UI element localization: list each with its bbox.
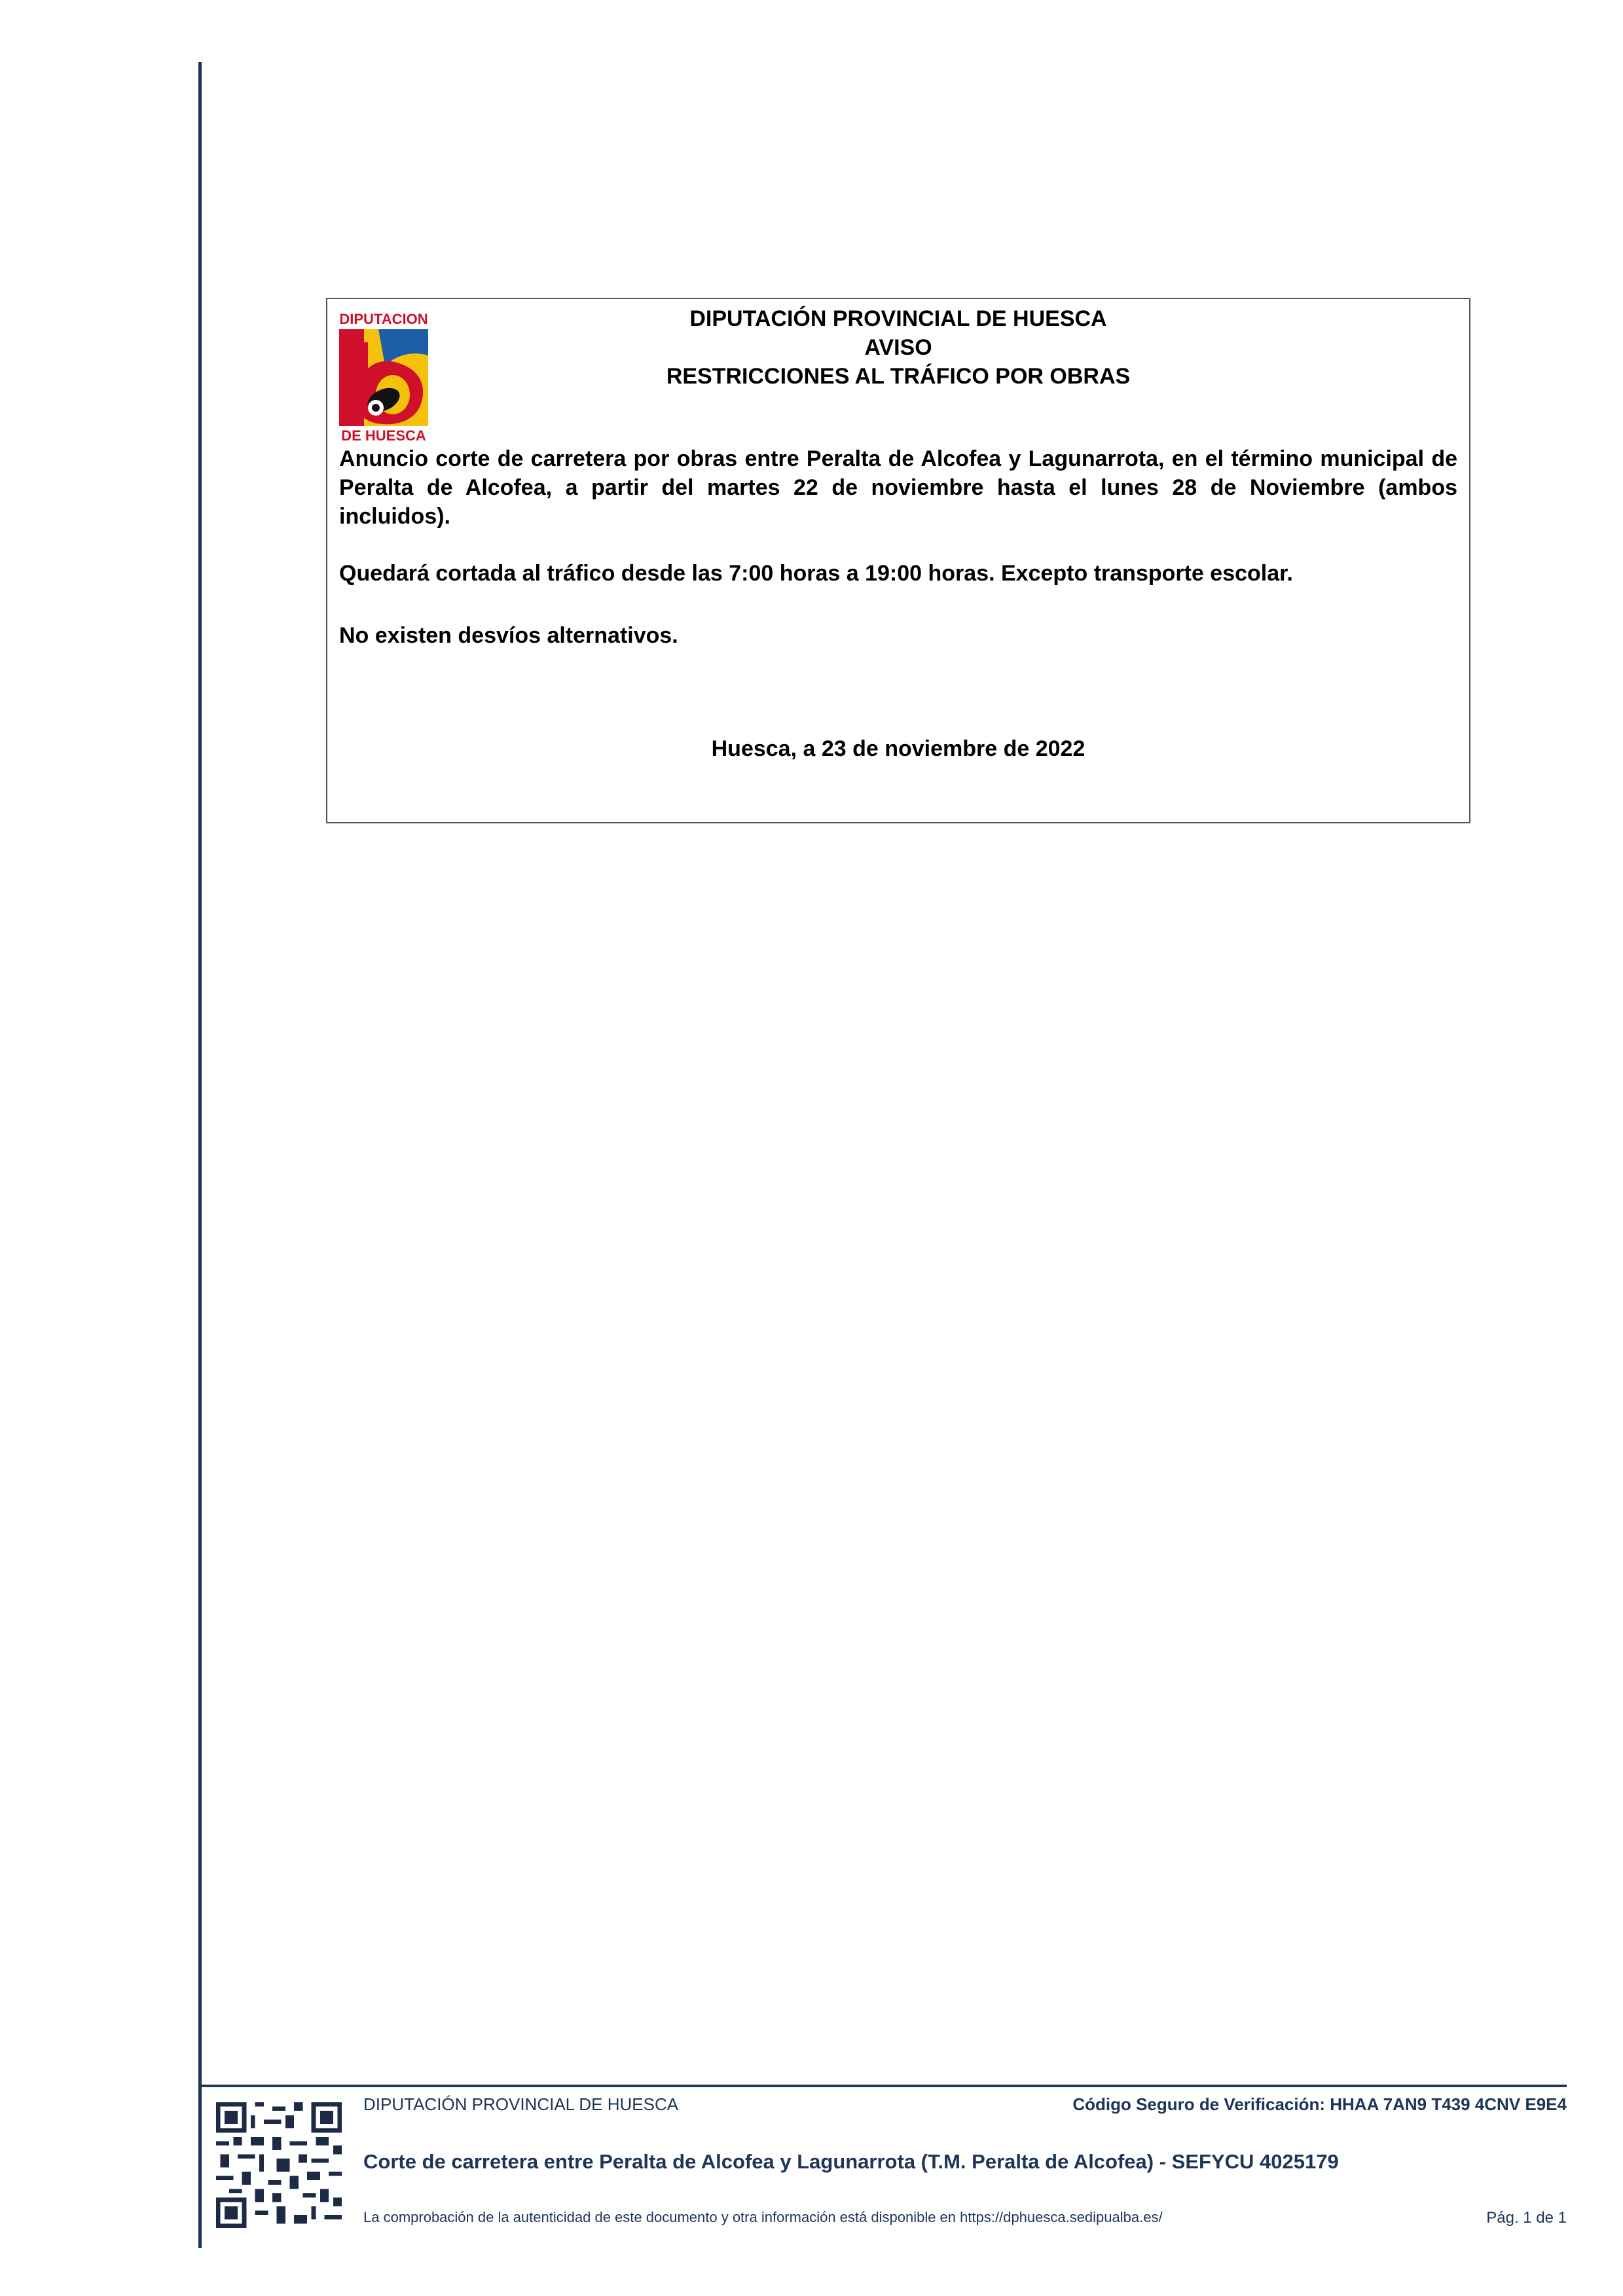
heading-subject: RESTRICCIONES AL TRÁFICO POR OBRAS — [666, 364, 1131, 389]
authenticity-check-text: La comprobación de la autenticidad de este documento y otra información está disponible en https://dphuesca.sedipualba.es/ — [363, 2209, 1163, 2225]
logo-bottom-text: DE HUESCA — [341, 427, 426, 444]
heading-aviso: AVISO — [864, 335, 932, 360]
heading-organization: DIPUTACIÓN PROVINCIAL DE HUESCA — [689, 306, 1107, 331]
left-margin-rule — [198, 62, 202, 2248]
verification-code: Código Seguro de Verificación: HHAA 7AN9 T439 4CNV E9E4 — [1072, 2094, 1567, 2114]
notice-heading — [327, 304, 1469, 391]
notice-box — [326, 298, 1470, 823]
qr-code-icon — [216, 2102, 342, 2228]
paragraph-announcement: Anuncio corte de carretera por obras entre Peralta de Alcofea y Lagunarrota, en el término municipal de Peralta de Alcofea, a partir del martes 22 de noviembre hasta el lunes 28 de Noviembre (ambos incluidos). — [339, 446, 1457, 529]
page-number: Pág. 1 de 1 — [1486, 2209, 1567, 2227]
footer-rule — [198, 2085, 1567, 2087]
date-line: Huesca, a 23 de noviembre de 2022 — [711, 736, 1085, 761]
footer-organization: DIPUTACIÓN PROVINCIAL DE HUESCA — [363, 2094, 679, 2114]
paragraph-detours: No existen desvíos alternativos. — [339, 623, 678, 648]
logo-top-text: DIPUTACION — [339, 311, 428, 327]
paragraph-schedule: Quedará cortada al tráfico desde las 7:00 horas a 19:00 horas. Excepto transporte escolar. — [339, 561, 1293, 586]
footer-document-title: Corte de carretera entre Peralta de Alcofea y Lagunarrota (T.M. Peralta de Alcofea) - SEFYCU 4025179 — [363, 2150, 1339, 2173]
